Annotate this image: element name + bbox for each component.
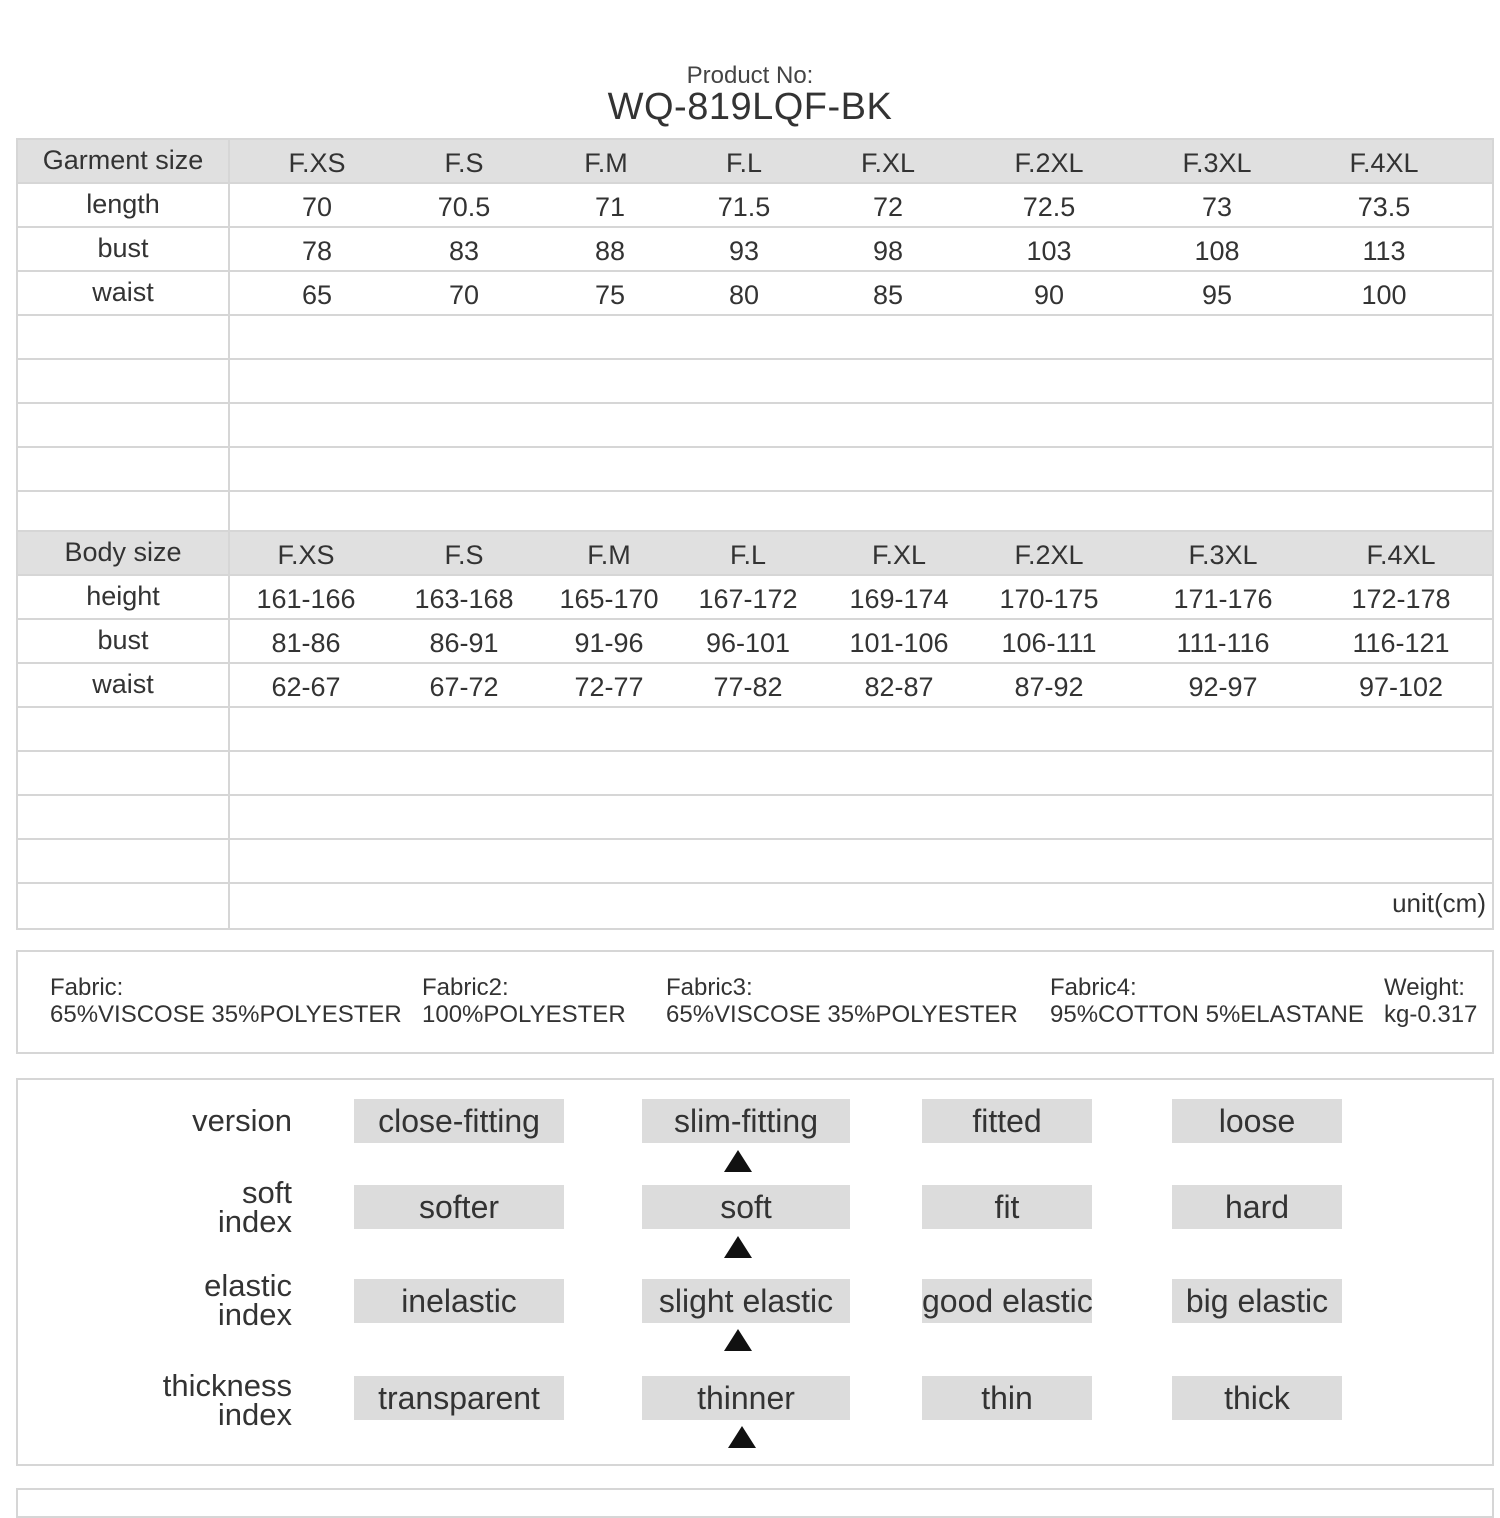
weight-value: kg-0.317	[1384, 1001, 1478, 1028]
body-size-col: F.3XL	[1188, 540, 1258, 570]
table-cell: 81-86	[271, 628, 341, 658]
body-size-col: F.4XL	[1366, 540, 1436, 570]
fabric-4-value: 95%COTTON 5%ELASTANE	[1050, 1001, 1364, 1028]
table-cell: 108	[1194, 236, 1240, 266]
soft-option: fit	[922, 1185, 1092, 1229]
garment-row-waist	[18, 272, 1492, 316]
table-cell: 77-82	[713, 672, 783, 702]
empty-cell	[18, 752, 230, 794]
table-cell: 78	[301, 236, 333, 266]
empty-row	[18, 448, 1492, 492]
table-cell: 62-67	[271, 672, 341, 702]
empty-cell	[18, 796, 230, 838]
table-cell: 98	[872, 236, 904, 266]
body-size-col: F.S	[444, 540, 484, 570]
empty-row	[18, 840, 1492, 884]
table-cell: 65	[301, 280, 333, 310]
elastic-index-label: elastic index	[204, 1268, 292, 1332]
fabric-2	[422, 974, 626, 1028]
garment-size-col: F.3XL	[1182, 148, 1252, 178]
body-size-col: F.XL	[871, 540, 927, 570]
empty-cell	[18, 884, 230, 928]
body-size-header: Body size	[18, 532, 230, 574]
empty-cell	[18, 360, 230, 402]
thickness-option: thin	[922, 1376, 1092, 1420]
product-number: WQ-819LQF-BK	[607, 86, 893, 128]
elastic-option: inelastic	[354, 1279, 564, 1323]
table-cell: 85	[872, 280, 904, 310]
table-cell: 97-102	[1358, 672, 1444, 702]
table-cell: 71	[594, 192, 626, 222]
version-label: version	[192, 1103, 292, 1138]
table-cell: 75	[594, 280, 626, 310]
body-size-col: F.2XL	[1014, 540, 1084, 570]
empty-cell	[18, 708, 230, 750]
row-label: length	[18, 184, 230, 226]
empty-row	[18, 404, 1492, 448]
table-cell: 73	[1201, 192, 1233, 222]
body-size-col: F.XS	[277, 540, 335, 570]
garment-size-header: Garment size	[18, 140, 230, 182]
fabric-3-label: Fabric3:	[666, 974, 753, 1001]
body-header-row	[18, 532, 1492, 576]
body-size-table	[16, 530, 1494, 930]
soft-option: hard	[1172, 1185, 1342, 1229]
fabric-3-value: 65%VISCOSE 35%POLYESTER	[666, 1001, 1018, 1028]
version-option: fitted	[922, 1099, 1092, 1143]
fabric-index-box	[16, 1078, 1494, 1466]
soft-index-label: soft index	[217, 1175, 292, 1239]
table-cell: 170-175	[999, 584, 1099, 614]
thickness-option: transparent	[354, 1376, 564, 1420]
table-cell: 72	[872, 192, 904, 222]
fabric-4	[1050, 974, 1364, 1028]
body-row-bust	[18, 620, 1492, 664]
fabric-info-box	[16, 950, 1494, 1054]
elastic-option: good elastic	[922, 1279, 1092, 1323]
fabric-2-label: Fabric2:	[422, 974, 509, 1001]
table-cell: 70	[448, 280, 480, 310]
thickness-index-label: thickness index	[162, 1368, 292, 1432]
elastic-option: big elastic	[1172, 1279, 1342, 1323]
fabric-3	[666, 974, 1018, 1028]
empty-row	[18, 752, 1492, 796]
fabric-2-value: 100%POLYESTER	[422, 1001, 626, 1028]
product-number-label: Product No:	[686, 62, 814, 89]
table-cell: 100	[1361, 280, 1407, 310]
table-cell: 88	[594, 236, 626, 266]
body-row-height	[18, 576, 1492, 620]
table-cell: 82-87	[864, 672, 934, 702]
garment-size-table	[16, 138, 1494, 538]
empty-row	[18, 316, 1492, 360]
table-cell: 70	[301, 192, 333, 222]
elastic-option-selected: slight elastic	[642, 1279, 850, 1323]
table-cell: 161-166	[256, 584, 356, 614]
body-size-col: F.M	[587, 540, 631, 570]
version-option: loose	[1172, 1099, 1342, 1143]
table-cell: 167-172	[698, 584, 798, 614]
table-cell: 71.5	[717, 192, 771, 222]
garment-size-col: F.XL	[860, 148, 916, 178]
fabric-1	[50, 974, 402, 1028]
thickness-option: thick	[1172, 1376, 1342, 1420]
table-cell: 169-174	[849, 584, 949, 614]
table-cell: 113	[1362, 236, 1406, 266]
table-cell: 70.5	[437, 192, 491, 222]
table-cell: 86-91	[429, 628, 499, 658]
fabric-4-label: Fabric4:	[1050, 974, 1137, 1001]
row-label: height	[18, 576, 230, 618]
table-cell: 163-168	[414, 584, 514, 614]
weight	[1384, 974, 1477, 1028]
table-cell: 106-111	[1001, 628, 1097, 658]
garment-header-row	[18, 140, 1492, 184]
unit-row	[18, 884, 1492, 928]
table-cell: 92-97	[1188, 672, 1258, 702]
empty-row	[18, 708, 1492, 752]
table-cell: 165-170	[559, 584, 659, 614]
garment-size-col: F.M	[584, 148, 628, 178]
row-label: bust	[18, 228, 230, 270]
table-cell: 116-121	[1352, 628, 1450, 658]
unit-label: unit(cm)	[1392, 888, 1486, 918]
empty-cell	[18, 316, 230, 358]
selected-marker-icon	[724, 1150, 752, 1172]
table-cell: 171-176	[1173, 584, 1273, 614]
selected-marker-icon	[728, 1426, 756, 1448]
table-cell: 83	[448, 236, 480, 266]
garment-size-col: F.2XL	[1014, 148, 1084, 178]
empty-cell	[18, 448, 230, 490]
garment-size-col: F.S	[444, 148, 484, 178]
version-option: close-fitting	[354, 1099, 564, 1143]
table-cell: 73.5	[1357, 192, 1411, 222]
table-cell: 96-101	[705, 628, 791, 658]
table-cell: 91-96	[574, 628, 644, 658]
fabric-1-value: 65%VISCOSE 35%POLYESTER	[50, 1001, 402, 1028]
table-cell: 80	[728, 280, 760, 310]
table-cell: 101-106	[849, 628, 949, 658]
row-label: waist	[18, 664, 230, 706]
garment-row-length	[18, 184, 1492, 228]
table-cell: 103	[1026, 236, 1072, 266]
table-cell: 95	[1201, 280, 1233, 310]
empty-row	[18, 796, 1492, 840]
row-label: waist	[18, 272, 230, 314]
body-row-waist	[18, 664, 1492, 708]
garment-row-bust	[18, 228, 1492, 272]
table-cell: 172-178	[1351, 584, 1451, 614]
table-cell: 67-72	[429, 672, 499, 702]
table-cell: 111-116	[1176, 628, 1270, 658]
weight-label: Weight:	[1384, 974, 1465, 1001]
selected-marker-icon	[724, 1329, 752, 1351]
thickness-option-selected: thinner	[642, 1376, 850, 1420]
table-cell: 72-77	[574, 672, 644, 702]
row-label: bust	[18, 620, 230, 662]
empty-cell	[18, 404, 230, 446]
table-cell: 87-92	[1014, 672, 1084, 702]
version-option-selected: slim-fitting	[642, 1099, 850, 1143]
fabric-1-label: Fabric:	[50, 974, 124, 1001]
table-cell: 72.5	[1022, 192, 1076, 222]
body-size-col: F.L	[729, 540, 767, 570]
table-cell: 90	[1033, 280, 1065, 310]
next-section-box	[16, 1488, 1494, 1518]
selected-marker-icon	[724, 1236, 752, 1258]
garment-size-col: F.L	[725, 148, 763, 178]
table-cell: 93	[728, 236, 760, 266]
empty-cell	[18, 840, 230, 882]
garment-size-col: F.XS	[288, 148, 346, 178]
soft-option-selected: soft	[642, 1185, 850, 1229]
soft-option: softer	[354, 1185, 564, 1229]
empty-row	[18, 360, 1492, 404]
garment-size-col: F.4XL	[1349, 148, 1419, 178]
